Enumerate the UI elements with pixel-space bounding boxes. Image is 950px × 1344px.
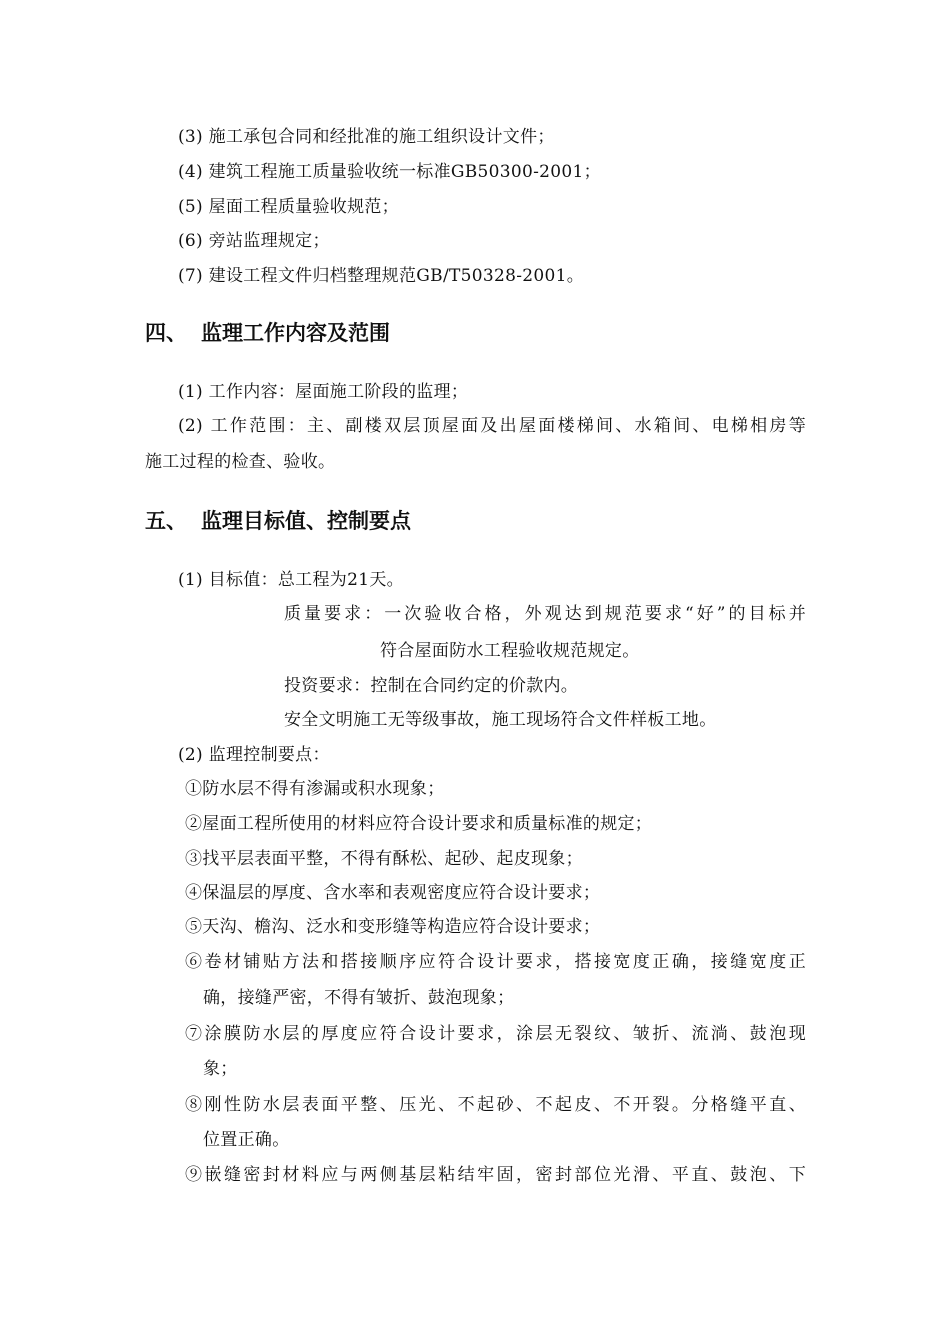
section-5-heading xyxy=(145,507,411,535)
control-point-2: ②屋面工程所使用的材料应符合设计要求和质量标准的规定； xyxy=(185,814,653,834)
control-point-1: ①防水层不得有渗漏或积水现象； xyxy=(185,779,445,799)
control-point-8-line-2: 位置正确。 xyxy=(203,1130,290,1150)
control-point-7-line-2: 象； xyxy=(203,1059,238,1079)
section-4-heading xyxy=(145,319,390,347)
control-point-8-line-1: ⑧刚性防水层表面平整、压光、不起砂、不起皮、不开裂。分格缝平直、 xyxy=(185,1095,806,1115)
basis-item-7: (7) 建设工程文件归档整理规范GB/T50328-2001。 xyxy=(178,266,585,286)
basis-item-3: (3) 施工承包合同和经批准的施工组织设计文件； xyxy=(178,127,555,147)
basis-item-5: (5) 屋面工程质量验收规范； xyxy=(178,197,399,217)
safety-requirement: 安全文明施工无等级事故，施工现场符合文件样板工地。 xyxy=(284,710,717,730)
target-value: (1) 目标值：总工程为21天。 xyxy=(178,570,404,590)
basis-item-4: (4) 建筑工程施工质量验收统一标准GB50300-2001； xyxy=(178,162,601,182)
investment-requirement: 投资要求：控制在合同约定的价款内。 xyxy=(284,676,579,696)
control-point-7-line-1: ⑦涂膜防水层的厚度应符合设计要求，涂层无裂纹、皱折、流淌、鼓泡现 xyxy=(185,1024,806,1044)
work-scope-line-2: 施工过程的检查、验收。 xyxy=(145,452,336,472)
section-5-title: 监理目标值、控制要点 xyxy=(201,509,411,533)
section-4-title: 监理工作内容及范围 xyxy=(201,321,390,345)
control-point-4: ④保温层的厚度、含水率和表观密度应符合设计要求； xyxy=(185,883,601,903)
control-point-3: ③找平层表面平整，不得有酥松、起砂、起皮现象； xyxy=(185,849,583,869)
control-point-9-line-1: ⑨嵌缝密封材料应与两侧基层粘结牢固，密封部位光滑、平直、鼓泡、下 xyxy=(185,1165,806,1185)
quality-requirement-line-1: 质量要求：一次验收合格，外观达到规范要求“好”的目标并 xyxy=(284,604,806,624)
section-5-number: 五、 xyxy=(145,509,187,533)
control-point-5: ⑤天沟、檐沟、泛水和变形缝等构造应符合设计要求； xyxy=(185,917,601,937)
control-points-heading: (2) 监理控制要点： xyxy=(178,745,330,765)
quality-requirement-line-2: 符合屋面防水工程验收规范规定。 xyxy=(380,641,640,661)
work-content-item: (1) 工作内容：屋面施工阶段的监理； xyxy=(178,382,469,402)
work-scope-line-1: (2) 工作范围：主、副楼双层顶屋面及出屋面楼梯间、水箱间、电梯相房等 xyxy=(178,416,806,436)
section-4-number: 四、 xyxy=(145,321,187,345)
basis-item-6: (6) 旁站监理规定； xyxy=(178,231,330,251)
control-point-6-line-1: ⑥卷材铺贴方法和搭接顺序应符合设计要求，搭接宽度正确，接缝宽度正 xyxy=(185,952,806,972)
control-point-6-line-2: 确，接缝严密，不得有皱折、鼓泡现象； xyxy=(203,988,515,1008)
